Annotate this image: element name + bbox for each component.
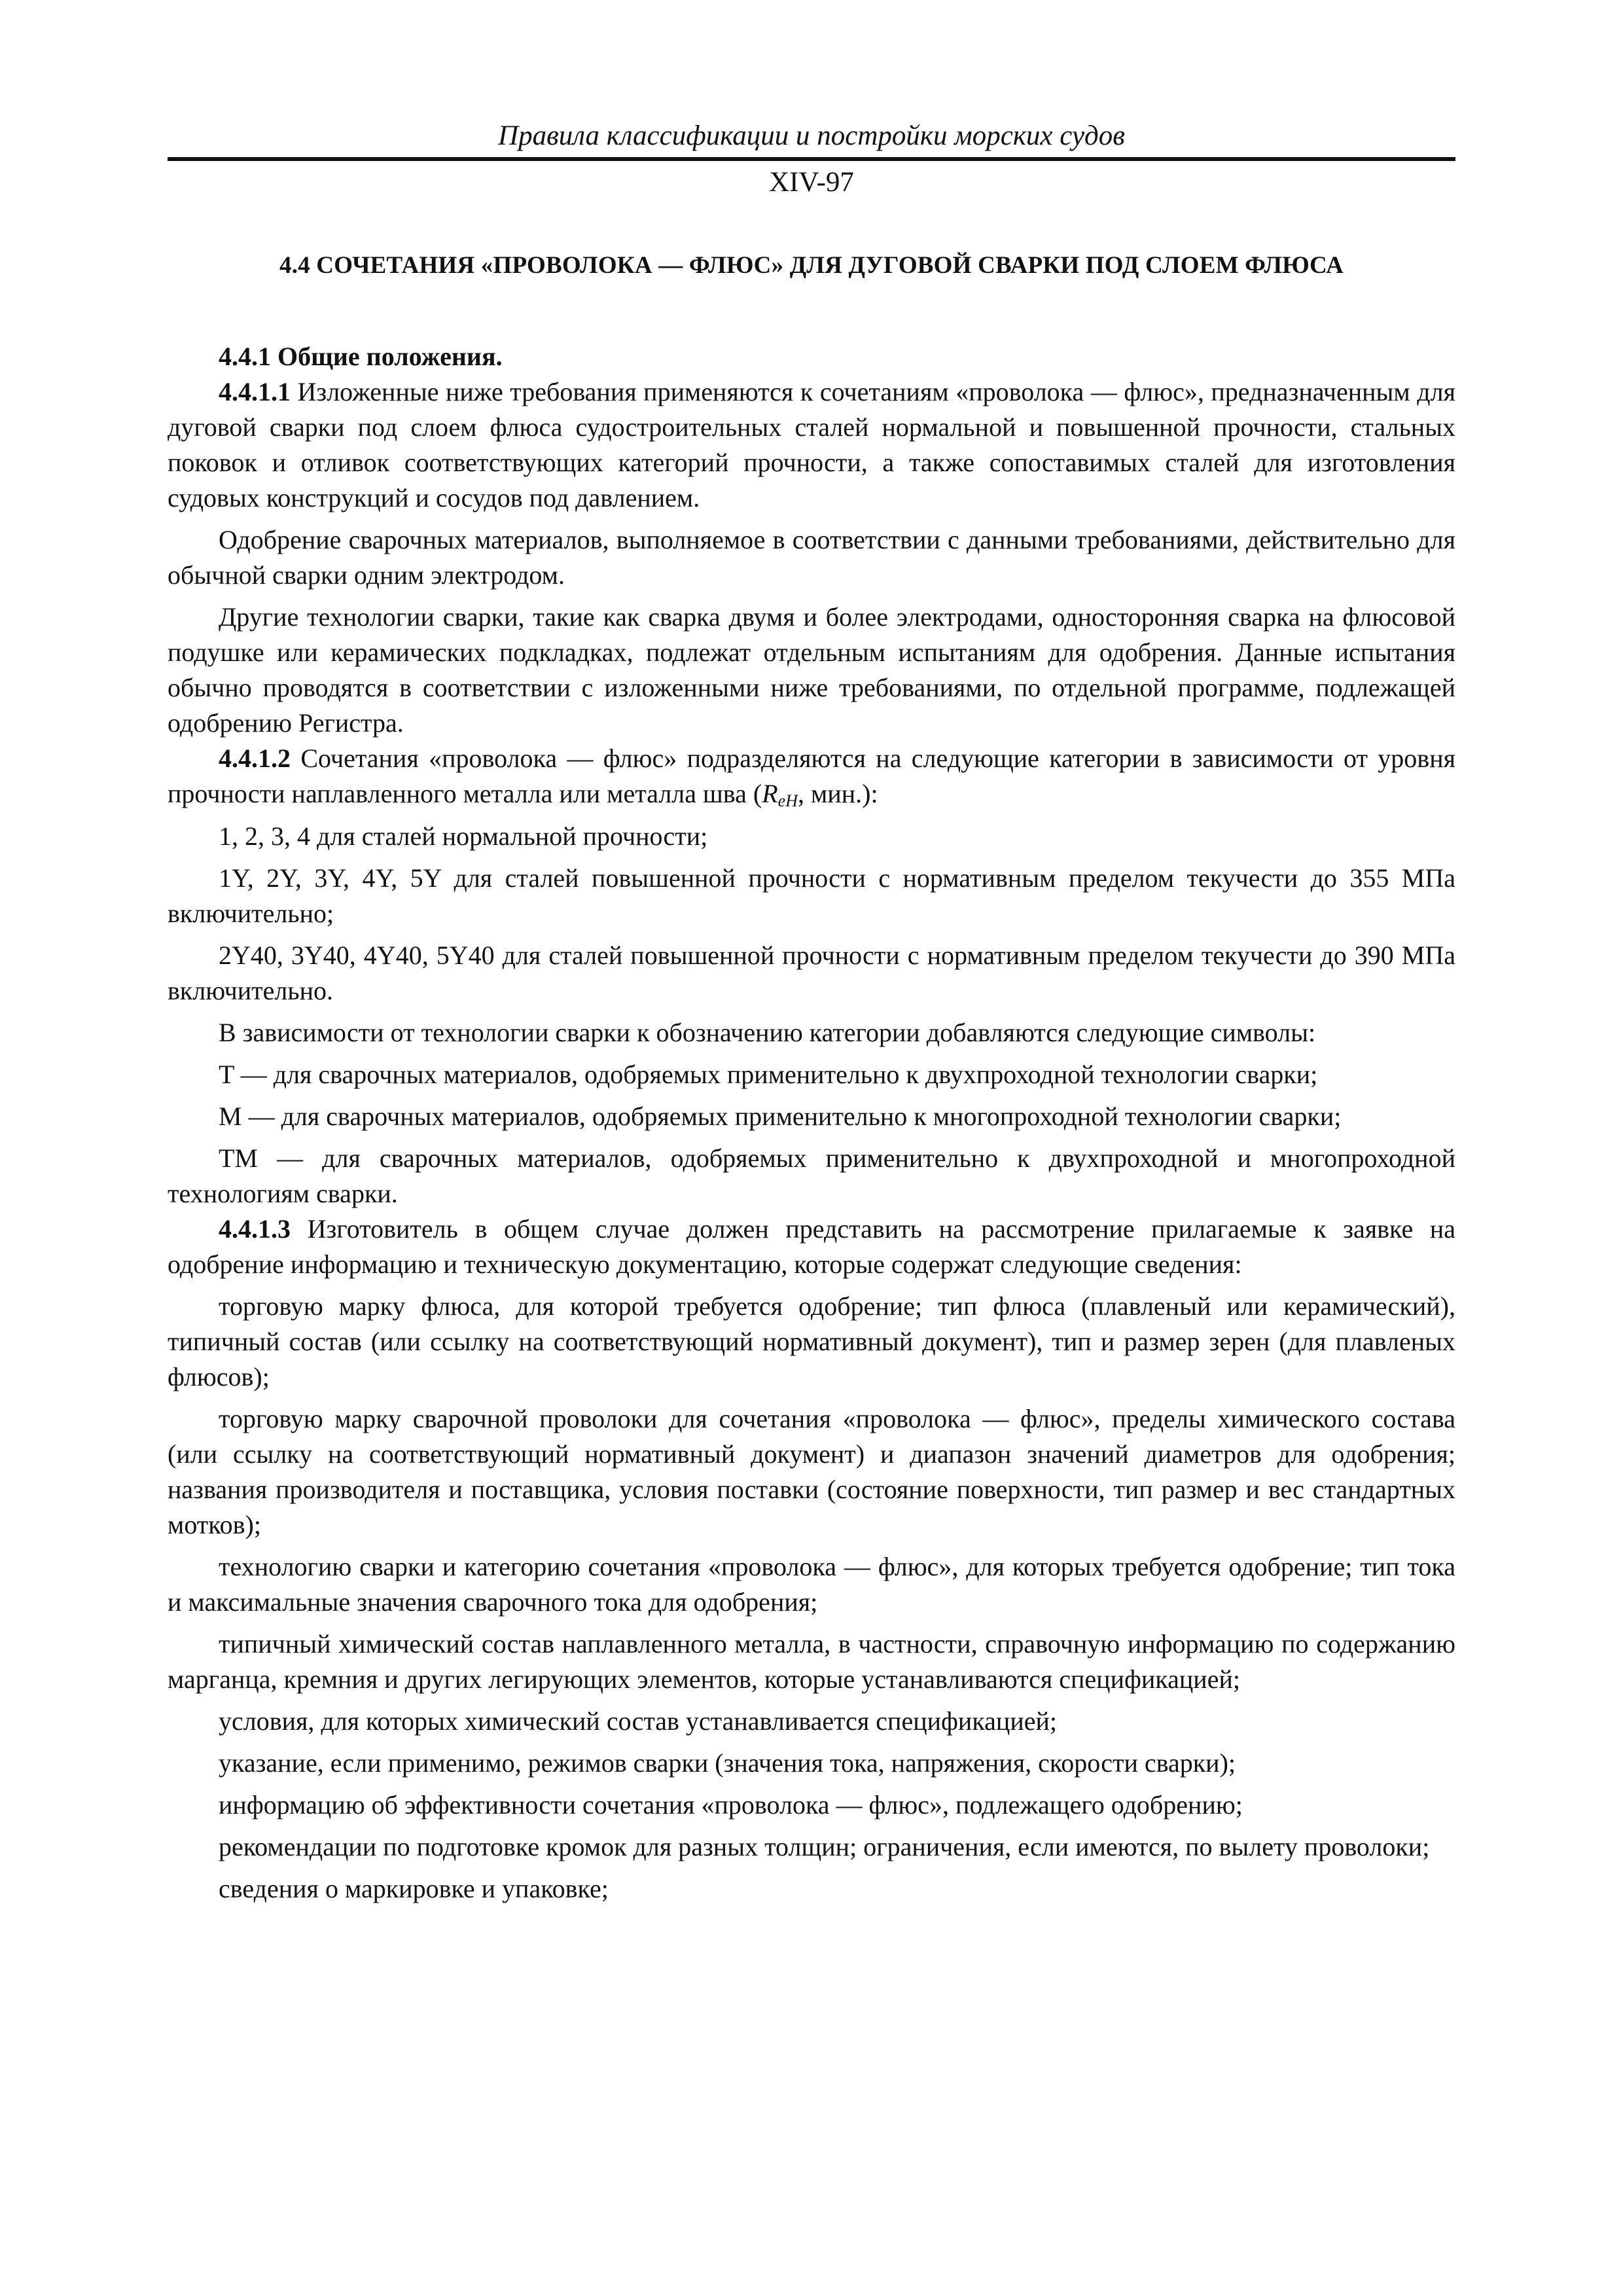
list-item: указание, если применимо, режимов сварки (значения тока, напряжения, скорости сварки); <box>219 1748 1236 1778</box>
list-item: TM — для сварочных материалов, одобряемых применительно к двухпроходной и многопроходной технологиям сварки. <box>168 1143 1455 1208</box>
header-rule <box>168 157 1455 161</box>
paragraph-4-4-1-3 <box>168 1211 1455 1282</box>
paragraph-text: Сочетания «проволока — флюс» подразделяются на следующие категории в зависимости от уровня прочности наплавленного металла или металла шва ( <box>168 744 1455 808</box>
list-item: 2Y40, 3Y40, 4Y40, 5Y40 для сталей повышенной прочности с нормативным пределом текучести до 390 МПа включительно. <box>168 941 1455 1005</box>
list-item: технологию сварки и категорию сочетания «проволока — флюс», для которых требуется одобрение; тип тока и максимальные значения сварочного тока для одобрения; <box>168 1552 1455 1617</box>
paragraph-4-4-1-1 <box>168 374 1455 516</box>
body-text <box>168 374 1455 1907</box>
list-item: торговую марку сварочной проволоки для сочетания «проволока — флюс», пределы химического состава (или ссылку на соответствующий нормативный документ) и диапазон значений диаметров для одобрения; названия производителя и поставщика, условия поставки (состояние поверхности, тип размер и вес стандартных мотков); <box>168 1404 1455 1539</box>
list-item: M — для сварочных материалов, одобряемых применительно к многопроходной технологии сварки; <box>219 1102 1342 1131</box>
list-item: условия, для которых химический состав устанавливается спецификацией; <box>219 1706 1057 1736</box>
paragraph-4-4-1-2 <box>168 741 1455 819</box>
document-page <box>168 118 1455 1907</box>
running-head: Правила классификации и постройки морских судов <box>498 120 1125 151</box>
clause-number: 4.4.1.2 <box>219 744 291 773</box>
list-item: 1, 2, 3, 4 для сталей нормальной прочности; <box>219 821 708 851</box>
list-item: 1Y, 2Y, 3Y, 4Y, 5Y для сталей повышенной прочности с нормативным пределом текучести до 355 МПа включительно; <box>168 863 1455 928</box>
clause-number: 4.4.1.1 <box>219 377 291 406</box>
clause-number: 4.4.1.3 <box>219 1214 291 1244</box>
list-item: информацию об эффективности сочетания «проволока — флюс», подлежащего одобрению; <box>219 1790 1243 1820</box>
paragraph: Другие технологии сварки, такие как сварка двумя и более электродами, односторонняя сварка на флюсовой подушке или керамических подкладках, подлежат отдельным испытаниям для одобрения. Данные испытания обычно проводятся в соответствии с изложенными ниже требованиями, по отдельной программе, подлежащей одобрению Регистра. <box>168 602 1455 738</box>
paragraph-text: Изложенные ниже требования применяются к сочетаниям «проволока — флюс», предназначенным для дуговой сварки под слоем флюса судостроительных сталей нормальной и повышенной прочности, стальных поковок и отливок соответствующих категорий прочности, а также сопоставимых сталей для изготовления судовых конструкций и сосудов под давлением. <box>168 377 1455 512</box>
list-item: T — для сварочных материалов, одобряемых применительно к двухпроходной технологии сварки; <box>219 1060 1318 1089</box>
list-item: типичный химический состав наплавленного металла, в частности, справочную информацию по содержанию марганца, кремния и других легирующих элементов, которые устанавливаются спецификацией; <box>168 1629 1455 1694</box>
list-item: торговую марку флюса, для которой требуется одобрение; тип флюса (плавленый или керамический), типичный состав (или ссылку на соответствующий нормативный документ), тип и размер зерен (для плавленых флюсов); <box>168 1291 1455 1391</box>
section-title: 4.4 СОЧЕТАНИЯ «ПРОВОЛОКА — ФЛЮС» ДЛЯ ДУГОВОЙ СВАРКИ ПОД СЛОЕМ ФЛЮСА <box>279 252 1344 279</box>
paragraph-text: Изготовитель в общем случае должен представить на рассмотрение прилагаемые к заявке на одобрение информацию и техническую документацию, которые содержат следующие сведения: <box>168 1214 1455 1279</box>
list-item: рекомендации по подготовке кромок для разных толщин; ограничения, если имеются, по вылету проволоки; <box>219 1832 1430 1861</box>
yield-symbol: R <box>762 779 778 808</box>
list-item: сведения о маркировке и упаковке; <box>219 1874 609 1903</box>
paragraph-text: , мин.): <box>798 779 878 808</box>
subsection-title: 4.4.1 Общие положения. <box>219 342 503 371</box>
page-number: XIV-97 <box>769 167 854 198</box>
paragraph: Одобрение сварочных материалов, выполняемое в соответствии с данными требованиями, действительно для обычной сварки одним электродом. <box>168 525 1455 590</box>
yield-subscript: eH <box>777 791 798 810</box>
paragraph: В зависимости от технологии сварки к обозначению категории добавляются следующие символы: <box>219 1018 1316 1047</box>
